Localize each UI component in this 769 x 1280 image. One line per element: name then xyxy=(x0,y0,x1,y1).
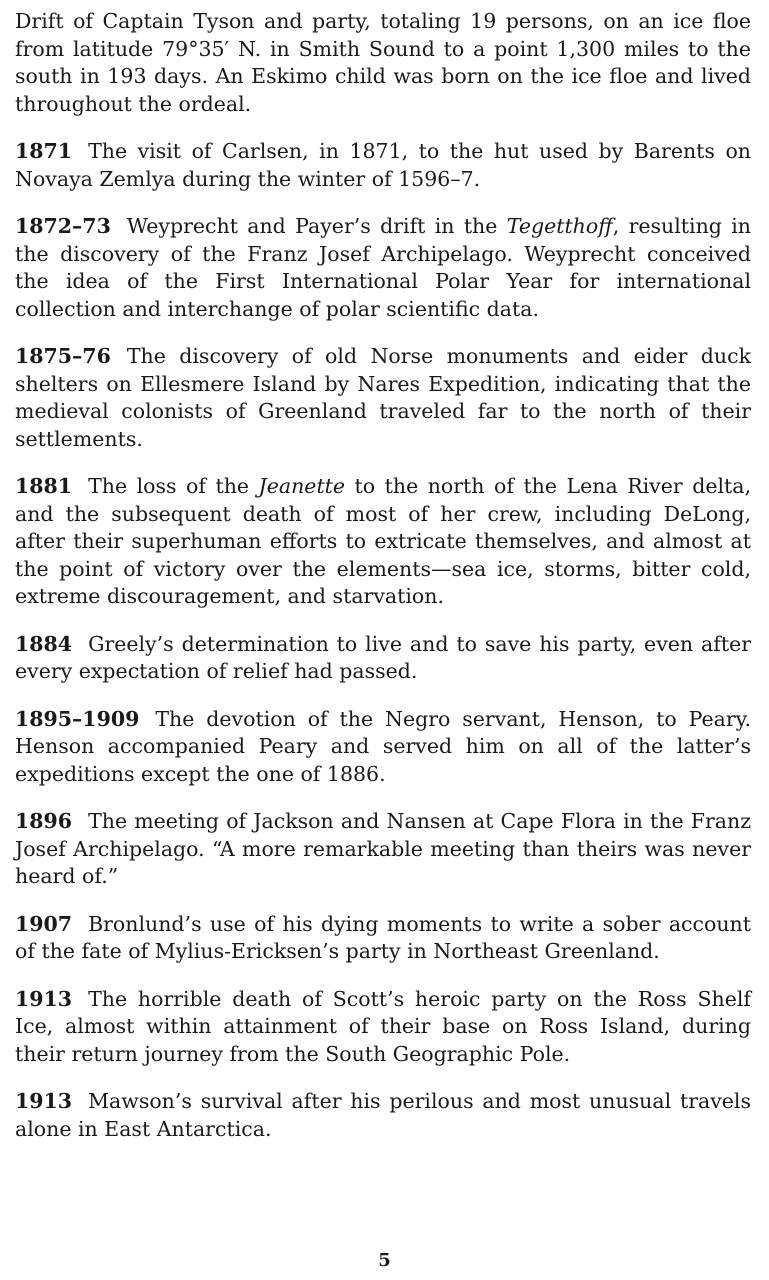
entry-year: 1895–1909 xyxy=(15,706,140,731)
entry-year: 1913 xyxy=(15,1089,73,1113)
entry-text: The discovery of old Norse monuments and eider duck shelters on Ellesmere Island by Nares Expedition, indicating that the medieval colonists of Greenland traveled far to the north of their settlements. xyxy=(15,344,751,451)
chronology-entry xyxy=(15,8,751,118)
entry-text: , resulting in the discovery of the Franz Josef Archipelago. Weyprecht conceived the idea of the First International Polar Year for international collection and interchange of polar scientific data. xyxy=(15,214,752,321)
entry-year: 1884 xyxy=(15,631,73,656)
chronology-entry xyxy=(15,1088,751,1143)
entry-year: 1871 xyxy=(15,139,73,163)
ship-name: Tegetthoff xyxy=(506,214,613,238)
entry-year: 1881 xyxy=(15,474,73,498)
chronology-entry xyxy=(15,808,751,891)
chronology-entry xyxy=(15,473,751,611)
entry-text: Weyprecht and Payer’s drift in the xyxy=(126,214,507,238)
page-number: 5 xyxy=(378,1250,391,1271)
chronology-entry xyxy=(15,911,751,966)
entry-text: The visit of Carlsen, in 1871, to the hut used by Barents on Novaya Zemlya during the winter of 1596–7. xyxy=(15,139,751,191)
entry-text: to the north of the Lena River delta, and the subsequent death of most of her crew, including DeLong, after their superhuman efforts to extricate themselves, and almost at the point of victory over the elements—sea ice, storms, bitter cold, extreme discouragement, and starvation. xyxy=(15,474,751,608)
entry-text: Greely’s determination to live and to save his party, even after every expectation of relief had passed. xyxy=(15,631,751,683)
entry-year: 1907 xyxy=(15,911,73,936)
chronology-entry xyxy=(15,138,751,193)
chronology-entry xyxy=(15,631,751,686)
entry-text: The meeting of Jackson and Nansen at Cape Flora in the Franz Josef Archipelago. “A more remarkable meeting than theirs was never heard of.” xyxy=(15,809,751,888)
entry-year: 1875–76 xyxy=(15,344,111,368)
chronology-entry xyxy=(15,213,751,323)
entry-text: The loss of the xyxy=(88,474,259,498)
entry-year: 1872–73 xyxy=(15,214,111,238)
entry-year: 1896 xyxy=(15,809,73,833)
document-page xyxy=(15,8,751,1163)
entry-text: Mawson’s survival after his perilous and most unusual travels alone in East Antarctica. xyxy=(15,1089,751,1141)
entry-text: Drift of Captain Tyson and party, totaling 19 persons, on an ice floe from latitude 79°35′ N. in Smith Sound to a point 1,300 miles to the south in 193 days. An Eskimo child was born on the ice floe and lived throughout the ordeal. xyxy=(15,9,751,116)
entry-text: Bronlund’s use of his dying moments to write a sober account of the fate of Mylius-Ericksen’s party in Northeast Greenland. xyxy=(15,911,751,963)
chronology-entry xyxy=(15,343,751,453)
entry-text: The devotion of the Negro servant, Henson, to Peary. Henson accompanied Peary and served him on all of the latter’s expeditions except the one of 1886. xyxy=(15,706,751,786)
entry-text: The horrible death of Scott’s heroic party on the Ross Shelf Ice, almost within attainment of their base on Ross Island, during their return journey from the South Geographic Pole. xyxy=(15,986,751,1066)
entry-year: 1913 xyxy=(15,986,73,1011)
ship-name: Jeanette xyxy=(258,474,346,498)
chronology-entry xyxy=(15,986,751,1069)
chronology-entry xyxy=(15,706,751,789)
